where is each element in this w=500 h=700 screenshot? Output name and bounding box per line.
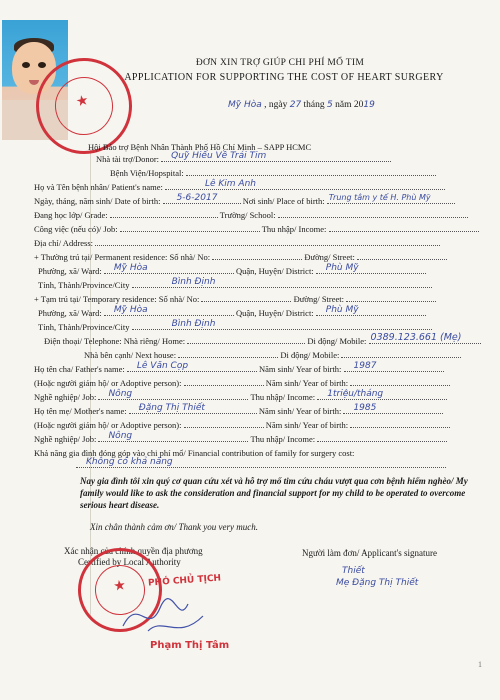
date-day: 27 [289,100,302,110]
family-contribution-value-row [76,457,446,470]
date-year: 19 [363,100,375,110]
temporary-district-value: Phù Mỹ [325,305,359,315]
org-line: Hội Bảo trợ Bệnh Nhân Thành Phố Hồ Chí Minh – SAPP HCMC [88,142,312,152]
patient-name-row: Họ và Tên bệnh nhân/ Patient's name: Lê Kim Anh [34,182,445,192]
permanent-district-value: Phù Mỹ [325,263,359,273]
thanks-line: Xin chân thành cảm ơn/ Thank you very much. [90,522,259,532]
mobile-value: 0389.123.661 (Mẹ) [370,332,462,343]
father-name-row: Họ tên cha/ Father's name: Lê Văn Cọp Năm sinh/ Year of birth: 1987 [34,364,444,374]
official-signature [118,586,208,646]
patient-name-value: Lê Kim Anh [204,179,256,189]
request-paragraph: Nay gia đình tôi xin quý cơ quan cứu xét và hỗ trợ mổ tim cứu cháu vượt qua cơn bệnh hiểm nghèo/ My family would like to ask the consideration and financial support for my child to be operated to overcome serious heart disease. [80,476,468,510]
permanent-row: + Thường trú tại/ Permanent residence: Số nhà/ No: Đường/ Street: [34,252,447,262]
permanent-province-row: Tỉnh, Thành/Province/City Bình Định [38,280,432,290]
temporary-row: + Tạm trú tại/ Temporary residence: Số nhà/ No: Đường/ Street: [34,294,436,304]
applicant-label: Người làm đơn/ Applicant's signature [302,548,437,558]
title-english: APPLICATION FOR SUPPORTING THE COST OF HEART SURGERY [124,72,444,83]
applicant-signature: Thiết [342,566,365,576]
stamp-title: PHÓ CHỦ TỊCH [147,573,222,589]
stamp-name: Phạm Thị Tâm [150,640,230,651]
permanent-ward-value: Mỹ Hòa [113,263,148,273]
donor-row: Nhà tài trợ/Donor: Quỹ Hiếu Về Trái Tim [96,154,391,164]
temporary-ward-value: Mỹ Hòa [113,305,148,315]
authority-vi: Xác nhận của chính quyền địa phương [64,546,203,556]
permanent-ward-row: Phường, xã/ Ward: Mỹ Hòa Quận, Huyện/ District: Phù Mỹ [38,266,426,276]
seal-star-icon: ★ [74,92,91,111]
dob-value: 5-6-2017 [176,193,218,203]
hospital-row: Bệnh Viện/Hopspital: [110,168,436,178]
date-month: 5 [327,100,333,110]
mother-name-value: Đặng Thị Thiết [138,403,205,413]
father-guardian-row: (Hoặc người giám hộ/ or Adoptive person): Năm sinh/ Year of birth: [34,378,450,388]
mother-name-row: Họ tên mẹ/ Mother's name: Đặng Thị Thiết Năm sinh/ Year of birth: 1985 [34,406,443,416]
temporary-province-row: Tỉnh, Thành/Province/City Bình Định [38,322,432,332]
family-contribution-value: Không có khả năng [86,457,173,467]
mother-yob-value: 1985 [353,403,377,413]
temporary-ward-row: Phường, xã/ Ward: Mỹ Hòa Quận, Huyện/ District: Phù Mỹ [38,308,426,318]
grade-row: Đang học lớp/ Grade: Trường/ School: [34,210,468,220]
title-vietnamese: ĐƠN XIN TRỢ GIÚP CHI PHÍ MỔ TIM [195,58,365,68]
mother-job-value: Nông [108,431,133,441]
address-row: Địa chỉ/ Address: [34,238,440,248]
family-contribution-row: Khả năng gia đình đóng góp vào chi phí mổ/ Financial contribution of family for surgery cost: [34,448,355,458]
date-place: Mỹ Hòa [228,100,262,110]
father-job-value: Nông [108,389,133,399]
applicant-name: Mẹ Đặng Thị Thiết [336,578,419,588]
telephone-row: Điện thoại/ Telephone: Nhà riêng/ Home: Di động/ Mobile: 0389.123.661 (Mẹ) [44,336,481,346]
father-job-row: Nghề nghiệp/ Job: Nông Thu nhập/ Income: 1triệu/tháng [34,392,447,402]
next-house-row: Nhà bên cạnh/ Next house: Di động/ Mobile: [84,350,461,360]
permanent-province-value: Bình Định [171,277,216,287]
birth-row: Ngày, tháng, năm sinh/ Date of birth: 5-6-2017 Nơi sinh/ Place of birth: Trung tâm y tế H. Phù Mỹ [34,196,455,206]
temporary-province-value: Bình Định [171,319,216,329]
authority-en: Certified by Local Authority [78,557,181,567]
father-yob-value: 1987 [353,361,377,371]
date-line: Mỹ Hòa , ngày 27 tháng 5 năm 2019 [228,100,375,110]
donor-value: Quỹ Hiếu Về Trái Tim [171,151,267,161]
pob-value: Trung tâm y tế H. Phù Mỹ [328,193,431,202]
father-name-value: Lê Văn Cọp [136,361,189,371]
mother-job-row: Nghề nghiệp/ Job: Nông Thu nhập/ Income: [34,434,447,444]
mother-guardian-row: (Hoặc người giám hộ/ or Adoptive person): Năm sinh/ Year of birth: [34,420,450,430]
page-number: 1 [478,660,482,669]
seal-star-icon: ★ [112,577,128,595]
job-row: Công việc (nếu có)/ Job: Thu nhập/ Income: [34,224,479,234]
father-income-value: 1triệu/tháng [327,389,384,399]
